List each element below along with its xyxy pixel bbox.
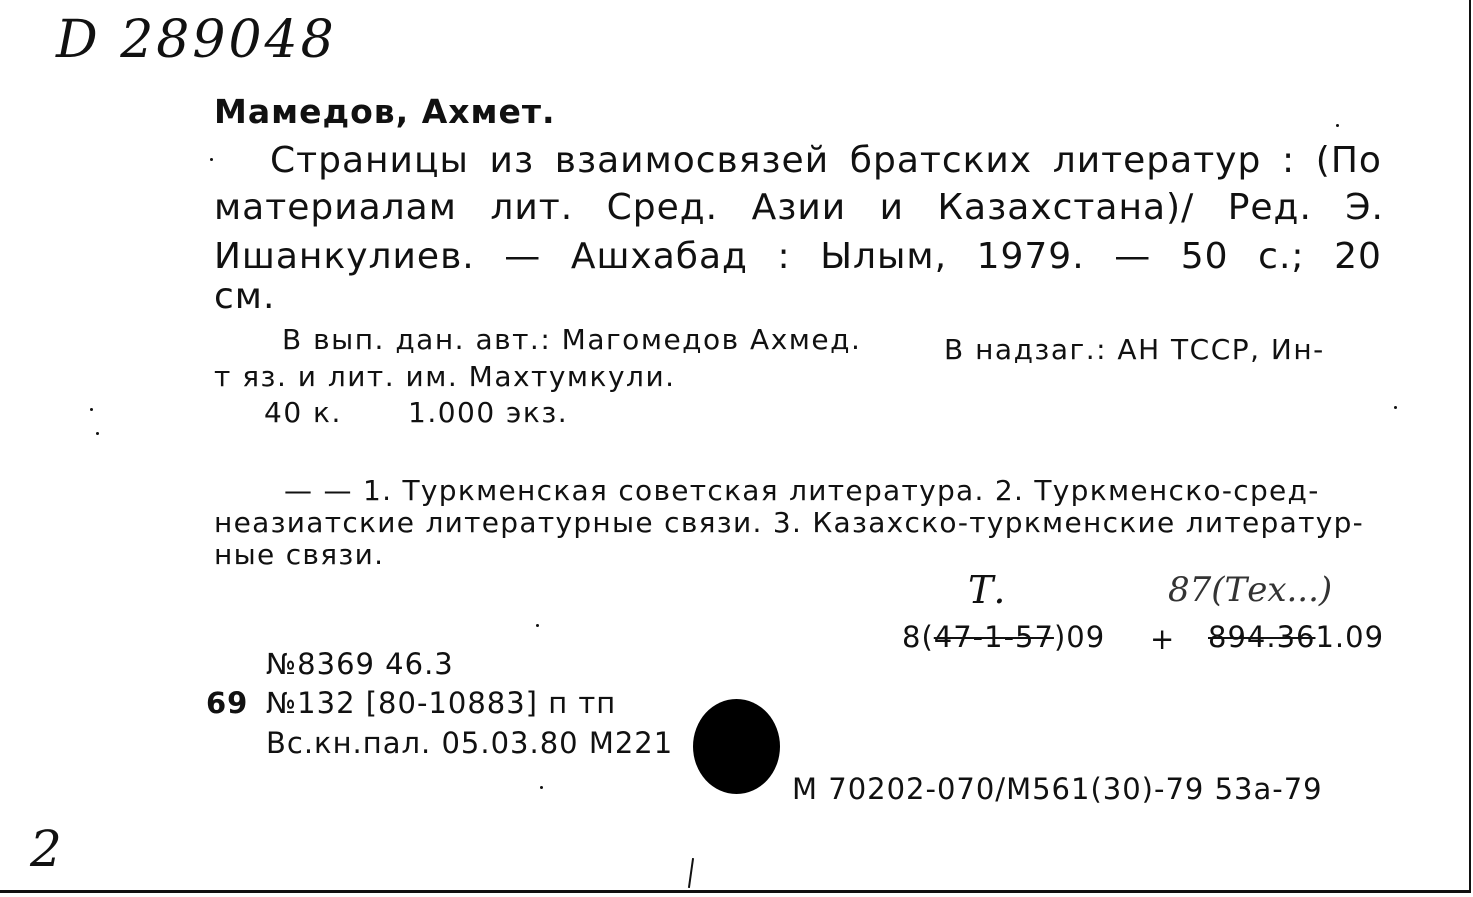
title-word: и <box>879 187 905 228</box>
handwritten-t-mark: Т. <box>968 568 1006 612</box>
class-index-struck: 47-1-57 <box>933 620 1054 654</box>
book-chamber-line: Вс.кн.пал. 05.03.80 М221 <box>266 726 674 760</box>
speck <box>1336 124 1339 127</box>
price: 40 к. <box>264 396 342 429</box>
class-index-2-tail: 1.09 <box>1315 620 1385 654</box>
subject-line-2: неазиатские литературные связи. 3. Казахско-туркменские литератур- <box>214 506 1365 539</box>
handwritten-corner-mark: 2 <box>30 820 62 878</box>
class-index-prefix: 8( <box>902 620 934 654</box>
title-word: : <box>777 236 791 277</box>
title-word: Ашхабад <box>570 236 748 277</box>
title-word: — <box>1114 236 1152 277</box>
title-line-4: см. <box>214 276 276 317</box>
note-author-variant: В вып. дан. авт.: Магомедов Ахмед. <box>282 323 862 356</box>
note-heading-institution: В надзаг.: АН ТССР, Ин- <box>944 333 1325 366</box>
title-word: Азии <box>751 187 847 228</box>
title-word: лит. <box>490 187 574 228</box>
title-word: с.; <box>1258 236 1305 277</box>
title-word: 20 <box>1334 236 1382 277</box>
classification-index <box>902 620 1105 654</box>
title-word: Э. <box>1345 187 1384 228</box>
speck <box>96 432 99 435</box>
title-line-2 <box>214 187 1384 228</box>
record-number: №8369 46.3 <box>266 647 454 681</box>
title-word: материалам <box>214 187 457 228</box>
title-word: 50 <box>1180 236 1229 277</box>
pen-stroke <box>688 858 694 888</box>
title-word: из <box>489 140 535 181</box>
title-word: литератур <box>1052 140 1262 181</box>
classification-plus: + <box>1150 622 1176 656</box>
title-word: (По <box>1315 140 1382 181</box>
speck <box>536 624 539 627</box>
print-run: 1.000 экз. <box>408 396 569 429</box>
speck <box>540 786 543 789</box>
title-word: Ред. <box>1227 187 1312 228</box>
title-word: Казахстана)/ <box>937 187 1195 228</box>
title-word: Страницы <box>270 140 469 181</box>
title-word: взаимосвязей <box>554 140 830 181</box>
subject-line-1: — — 1. Туркменская советская литература. 2. Туркменско-сред- <box>284 474 1320 507</box>
class-index-suffix: )09 <box>1053 620 1106 654</box>
title-word: 1979. <box>976 236 1085 277</box>
handwritten-call-number: D 289048 <box>56 10 337 70</box>
classification-index-2 <box>1208 620 1384 654</box>
order-number: №132 [80-10883] п тп <box>266 686 617 720</box>
title-word: : <box>1281 140 1296 181</box>
speck <box>1394 406 1397 409</box>
speck <box>210 158 213 161</box>
title-line-1 <box>270 140 1382 181</box>
publisher-code: М 70202-070/М561(30)-79 53а-79 <box>792 772 1323 806</box>
title-word: — <box>504 236 542 277</box>
author-heading: Мамедов, Ахмет. <box>214 92 556 131</box>
title-word: Ишанкулиев. <box>214 236 475 277</box>
title-line-3 <box>214 236 1382 277</box>
card-punch-hole <box>693 699 780 794</box>
title-word: Сред. <box>606 187 719 228</box>
class-index-2-struck: 894.36 <box>1208 620 1316 654</box>
subject-line-3: ные связи. <box>214 538 385 571</box>
speck <box>90 408 93 411</box>
title-word: братских <box>849 140 1033 181</box>
handwritten-classification-note: 87(Тех...) <box>1168 570 1333 610</box>
record-prefix: 69 <box>206 686 249 720</box>
note-institution-cont: т яз. и лит. им. Махтумкули. <box>214 360 676 393</box>
title-word: Ылым, <box>820 236 948 277</box>
